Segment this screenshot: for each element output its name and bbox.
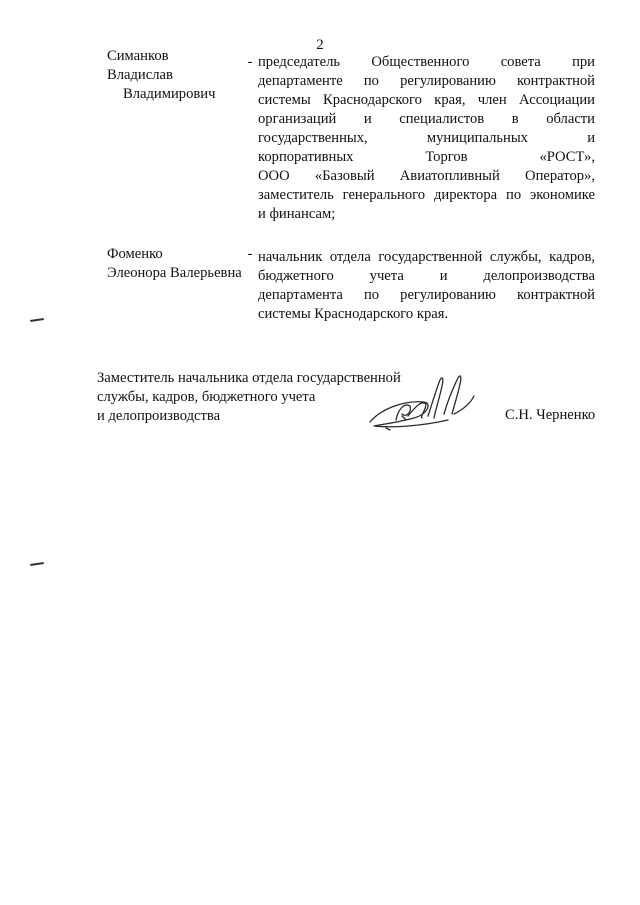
desc-line: организаций и специалистов в области — [258, 111, 595, 127]
scan-mark — [30, 562, 44, 566]
member-dash: - — [247, 246, 253, 262]
name-line: Фоменко — [107, 246, 163, 262]
signer-name: С.Н. Черненко — [505, 407, 596, 423]
member-description-fomenko — [258, 248, 595, 324]
desc-line: ООО «Базовый Авиатопливный Оператор», — [258, 168, 595, 184]
desc-line: начальник отдела государственной службы, кадров, — [258, 249, 595, 265]
member-dash: - — [247, 54, 253, 70]
name-line: Владислав — [107, 67, 173, 83]
desc-line: системы Краснодарского края, член Ассоциации — [258, 92, 595, 108]
position-line: и делопроизводства — [97, 408, 221, 424]
scan-mark — [30, 318, 44, 322]
name-line: Симанков — [107, 48, 169, 64]
desc-line: заместитель генерального директора по экономике — [258, 187, 595, 203]
desc-line: департаменте по регулированию контрактной — [258, 73, 595, 89]
desc-line: корпоративных Торгов «РОСТ», — [258, 149, 595, 165]
position-line: Заместитель начальника отдела государственной — [97, 370, 401, 386]
desc-line: департамента по регулированию контрактной — [258, 287, 595, 303]
desc-line: и финансам; — [258, 206, 336, 222]
name-line: Владимирович — [123, 86, 216, 102]
position-line: службы, кадров, бюджетного учета — [97, 389, 316, 405]
page-number: 2 — [316, 37, 324, 53]
member-name-fomenko — [107, 245, 247, 283]
name-line: Элеонора Валерьевна — [107, 265, 242, 281]
handwritten-signature — [362, 370, 482, 438]
desc-line: председатель Общественного совета при — [258, 54, 595, 70]
member-description-simankov — [258, 53, 595, 224]
desc-line: системы Краснодарского края. — [258, 306, 449, 322]
desc-line: бюджетного учета и делопроизводства — [258, 268, 595, 284]
desc-line: государственных, муниципальных и — [258, 130, 595, 146]
member-name-simankov — [107, 47, 247, 104]
